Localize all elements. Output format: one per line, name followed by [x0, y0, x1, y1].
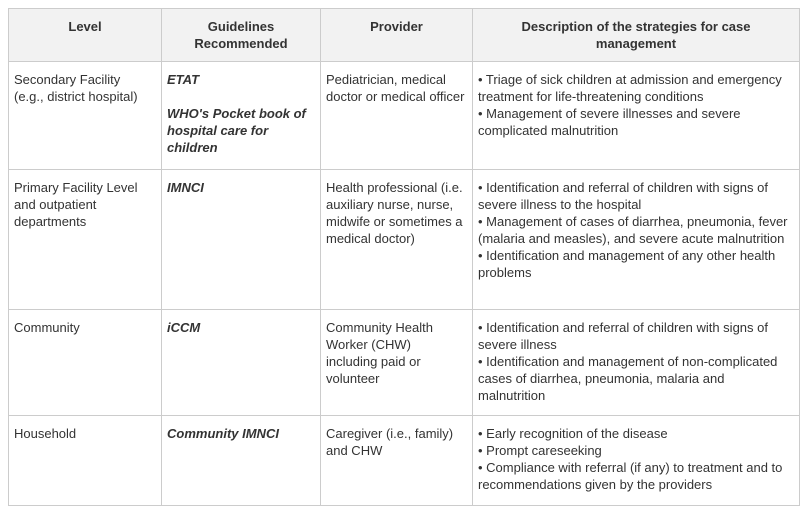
table-row	[9, 170, 800, 310]
cell-guidelines	[162, 170, 321, 310]
cell-description	[473, 310, 800, 416]
cell-provider: Pediatrician, medical doctor or medical officer	[321, 62, 473, 170]
description-bullet: • Identification and management of non-complicated cases of diarrhea, pneumonia, malaria and malnutrition	[478, 354, 778, 403]
cell-guidelines	[162, 310, 321, 416]
header-guidelines: Guidelines Recommended	[162, 9, 321, 62]
cell-level: Secondary Facility (e.g., district hospital)	[9, 62, 162, 170]
description-bullet: • Identification and referral of children with signs of severe illness to the hospital	[478, 180, 768, 212]
description-bullet: • Prompt careseeking	[478, 443, 602, 458]
guideline-name: iCCM	[167, 320, 201, 335]
table-row	[9, 62, 800, 170]
case-management-table-container	[8, 8, 799, 506]
cell-level: Primary Facility Level and outpatient departments	[9, 170, 162, 310]
case-management-table	[8, 8, 800, 506]
header-description: Description of the strategies for case management	[473, 9, 800, 62]
guideline-name: IMNCI	[167, 180, 204, 195]
table-header-row	[9, 9, 800, 62]
cell-description	[473, 170, 800, 310]
header-level: Level	[9, 9, 162, 62]
cell-guidelines	[162, 62, 321, 170]
header-provider: Provider	[321, 9, 473, 62]
description-bullet: • Identification and management of any other health problems	[478, 248, 776, 280]
cell-provider: Health professional (i.e. auxiliary nurse, nurse, midwife or sometimes a medical doctor)	[321, 170, 473, 310]
description-bullet: • Management of cases of diarrhea, pneumonia, fever (malaria and measles), and severe acute malnutrition	[478, 214, 788, 246]
description-bullet: • Compliance with referral (if any) to treatment and to recommendations given by the providers	[478, 460, 783, 492]
guideline-name: Community IMNCI	[167, 426, 279, 441]
cell-provider: Community Health Worker (CHW) including paid or volunteer	[321, 310, 473, 416]
cell-description	[473, 62, 800, 170]
table-row	[9, 310, 800, 416]
cell-provider: Caregiver (i.e., family) and CHW	[321, 416, 473, 506]
description-bullet: • Early recognition of the disease	[478, 426, 668, 441]
guideline-name: WHO's Pocket book of hospital care for children	[167, 106, 306, 155]
cell-level: Community	[9, 310, 162, 416]
guideline-name: ETAT	[167, 72, 200, 87]
table-row	[9, 416, 800, 506]
description-bullet: • Identification and referral of children with signs of severe illness	[478, 320, 768, 352]
cell-description	[473, 416, 800, 506]
description-bullet: • Management of severe illnesses and severe complicated malnutrition	[478, 106, 741, 138]
description-bullet: • Triage of sick children at admission and emergency treatment for life-threatening conditions	[478, 72, 782, 104]
cell-guidelines	[162, 416, 321, 506]
cell-level: Household	[9, 416, 162, 506]
